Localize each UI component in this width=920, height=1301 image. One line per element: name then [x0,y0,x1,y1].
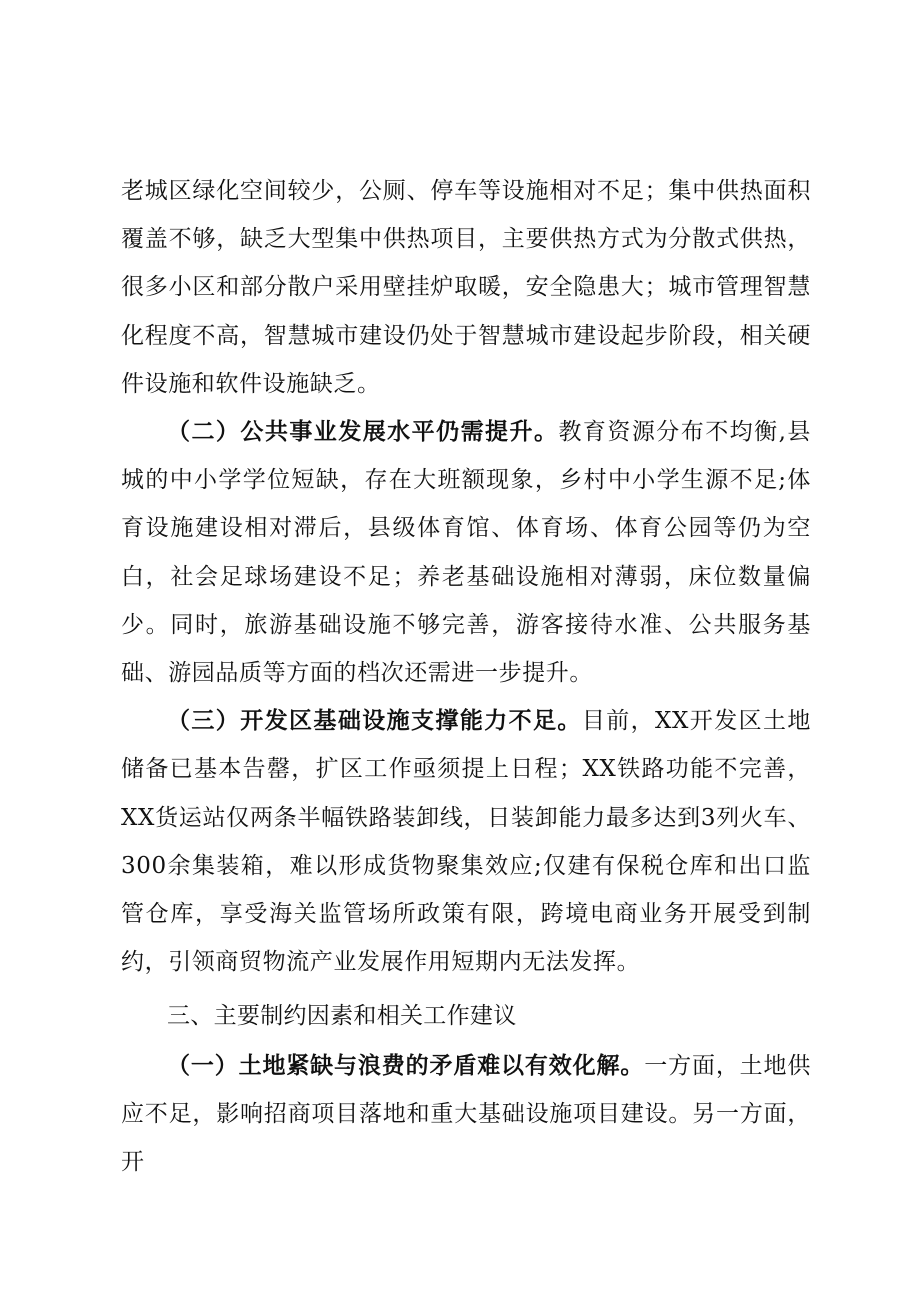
paragraph-land-shortage [121,1042,811,1187]
section-heading: 三、主要制约因素和相关工作建议 [167,1003,517,1029]
paragraph-intro: 老城区绿化空间较少，公厕、停车等设施相对不足；集中供热面积覆盖不够，缺乏大型集中供热项目，主要供热方式为分散式供热，很多小区和部分散户采用壁挂炉取暖，安全隐患大；城市管理智慧化程度不高，智慧城市建设仍处于智慧城市建设起步阶段，相关硬件设施和软件设施缺乏。 [121,178,811,397]
paragraph-development-zone [121,697,811,986]
paragraph-public-services-lead: （二）公共事业发展水平仍需提升。 [167,419,559,446]
paragraph-development-zone-lead: （三）开发区基础设施支撑能力不足。 [167,708,582,735]
paragraph-public-services-body: 教育资源分布不均衡,县城的中小学学位短缺，存在大班额现象，乡村中小学生源不足;体育设施建设相对滞后，县级体育馆、体育场、体育公园等仍为空白，社会足球场建设不足；养老基础设施相对薄弱，床位数量偏少。同时，旅游基础设施不够完善，游客接待水准、公共服务基础、游园品质等方面的档次还需进一步提升。 [121,419,811,687]
text-block-lower [121,1042,811,1187]
paragraph-development-zone-body: 目前，XX开发区土地储备已基本告罄，扩区工作亟须提上日程；XX铁路功能不完善，XX货运站仅两条半幅铁路装卸线，日装卸能力最多达到3列火车、300余集装箱，难以形成货物聚集效应;仅建有保税仓库和出口监管仓库，享受海关监管场所政策有限，跨境电商业务开展受到制约，引领商贸物流产业发展作用短期内无法发挥。 [121,708,812,976]
paragraph-land-shortage-body: 一方面，土地供应不足，影响招商项目落地和重大基础设施项目建设。另一方面，开 [121,1053,812,1176]
paragraph-land-shortage-lead: （一）土地紧缺与浪费的矛盾难以有效化解。 [167,1053,645,1079]
text-block-upper [121,167,811,986]
paragraph-public-services [121,408,811,697]
